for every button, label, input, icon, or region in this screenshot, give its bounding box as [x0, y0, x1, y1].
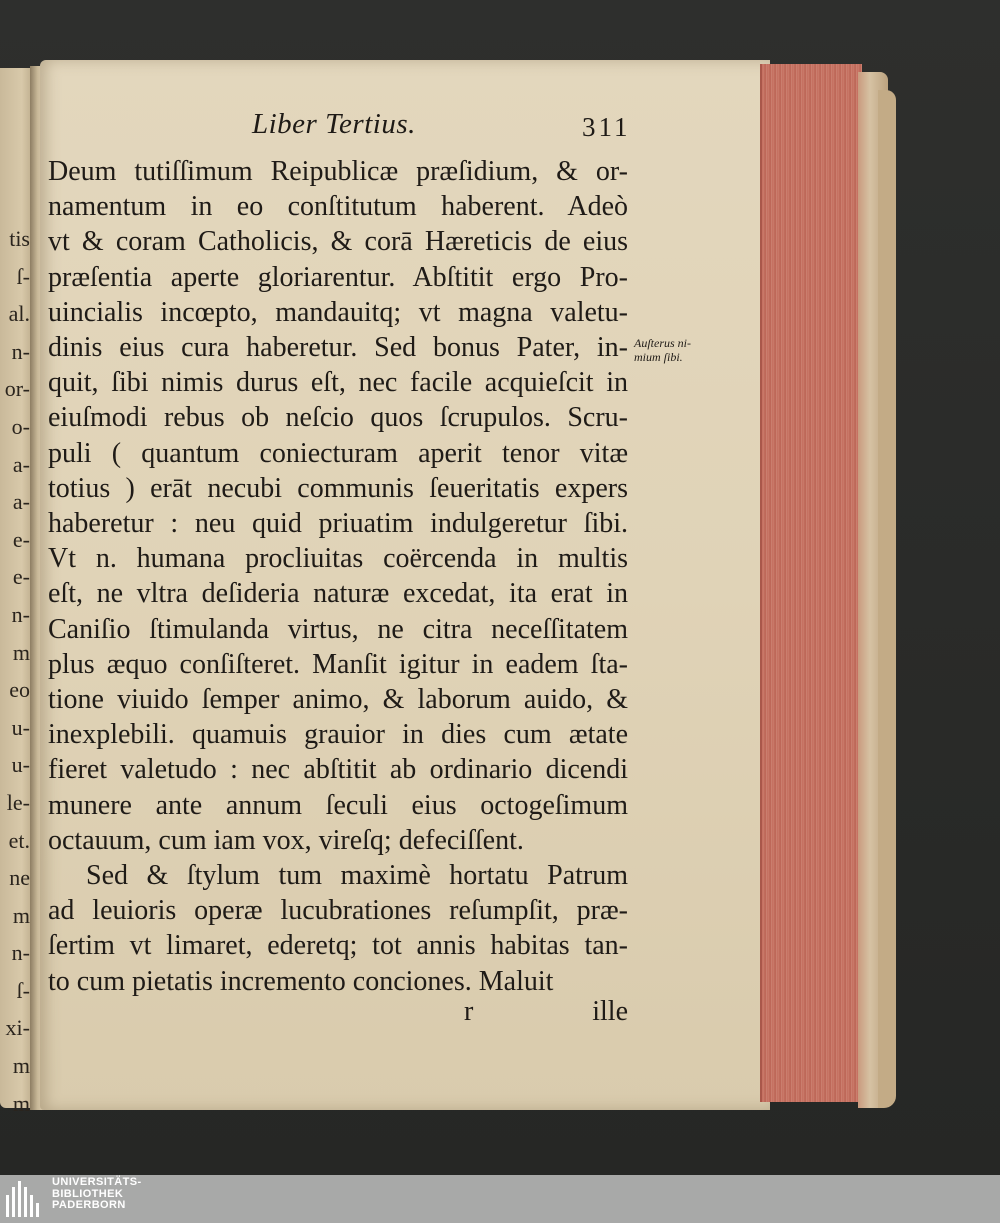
facing-page-fragment: e- [12, 564, 30, 590]
facing-page-text-fragments [0, 220, 30, 1122]
facing-page-fragment: u- [11, 714, 30, 740]
body-text [48, 154, 628, 999]
library-name-line: BIBLIOTHEK [52, 1187, 124, 1200]
facing-page-fragment: m [12, 902, 30, 928]
library-footer-bar [0, 1175, 1000, 1223]
text-line: eſt, ne vltra deſideria naturæ excedat, ita erat in [48, 578, 628, 610]
text-line: præſentia aperte gloriarentur. Abſtitit ergo Pro- [48, 261, 628, 293]
book-cover-edge [878, 90, 896, 1108]
facing-page-fragment: ſ- [16, 977, 30, 1003]
facing-page-fragment: le- [6, 789, 30, 815]
text-line: quit, ſibi nimis durus eſt, nec facile acquieſcit in [48, 367, 628, 399]
library-name [52, 1177, 142, 1212]
library-logo-icon [6, 1181, 44, 1217]
library-name-line: PADERBORN [52, 1199, 126, 1211]
facing-page-fragment: m [12, 1053, 30, 1079]
facing-page-fragment: xi- [5, 1015, 30, 1041]
text-line: to cum pietatis incremento conciones. Maluit [48, 965, 554, 997]
facing-page-fragment: tis [9, 226, 30, 251]
text-line: ad leuioris operæ lucubrationes reſumpſit, præ- [48, 895, 628, 927]
running-head: Liber Tertius. [252, 108, 416, 140]
facing-page-fragment: et. [8, 827, 30, 853]
facing-page-fragment: or- [4, 376, 30, 402]
facing-page-fragment: ne [9, 865, 30, 891]
text-line: fieret valetudo : nec abſtitit ab ordinario dicendi [48, 754, 628, 786]
text-line: Caniſio ſtimulanda virtus, ne citra neceſſitatem [48, 613, 628, 645]
page-footer-marks [48, 996, 628, 1032]
facing-page-fragment: eo [9, 677, 30, 703]
facing-page-fragment: e- [12, 526, 30, 552]
marginal-note [634, 336, 734, 364]
catchword: ille [592, 996, 628, 1027]
text-line: plus æquo conſiſteret. Manſit igitur in eadem ſta- [48, 648, 628, 680]
text-line: octauum, cum iam vox, vireſq; defeciſſent. [48, 824, 524, 856]
text-line: ſertim vt limaret, ederetq; tot annis habitas tan- [48, 930, 628, 962]
text-line: dinis eius cura haberetur. Sed bonus Pater, in- [48, 332, 628, 364]
text-line: eiuſmodi rebus ob neſcio quos ſcrupulos. Scru- [48, 402, 628, 434]
facing-page-fragment: u- [11, 752, 30, 778]
facing-page-fragment: n- [11, 601, 30, 627]
text-line: vt & coram Catholicis, & corā Hæreticis de eius [48, 226, 628, 258]
text-line: Deum tutiſſimum Reipublicæ præſidium, & or- [48, 156, 628, 187]
text-line: inexplebili. quamuis grauior in dies cum ætate [48, 719, 628, 751]
text-line: tione viuido ſemper animo, & laborum auido, & [48, 684, 628, 716]
page-number: 311 [582, 112, 631, 142]
facing-page-fragment: a- [12, 489, 30, 515]
library-name-line: UNIVERSITÄTS- [52, 1176, 142, 1188]
marginal-note-line: Auſterus ni- [634, 336, 691, 350]
marginal-note-line: mium ſibi. [634, 350, 683, 364]
text-line: Vt n. humana procliuitas coërcenda in multis [48, 543, 628, 575]
facing-page-fragment: m [12, 1090, 30, 1116]
signature-mark: r [464, 996, 474, 1027]
facing-page-fragment: al. [8, 301, 30, 327]
text-line: totius ) erāt necubi communis ſeueritatis expers [48, 472, 628, 504]
page-header [0, 108, 770, 148]
text-line: uincialis incœpto, mandauitq; vt magna valetu- [48, 296, 628, 328]
facing-page-fragment: a- [12, 451, 30, 477]
text-line: Sed & ſtylum tum maximè hortatu Patrum [86, 860, 628, 892]
text-line: puli ( quantum coniecturam aperit tenor vitæ [48, 437, 628, 469]
facing-page-fragment: n- [11, 940, 30, 966]
text-line: haberetur : neu quid priuatim indulgeretur ſibi. [48, 508, 628, 540]
facing-page-fragment: o- [11, 413, 30, 439]
facing-page-fragment: n- [11, 338, 30, 364]
page-fore-edge [760, 64, 862, 1102]
text-line: munere ante annum ſeculi eius octogeſimum [48, 789, 628, 821]
facing-page-fragment: ſ- [16, 263, 30, 289]
text-line: namentum in eo conſtitutum haberent. Adeò [48, 191, 628, 223]
facing-page-fragment: m [12, 639, 30, 665]
